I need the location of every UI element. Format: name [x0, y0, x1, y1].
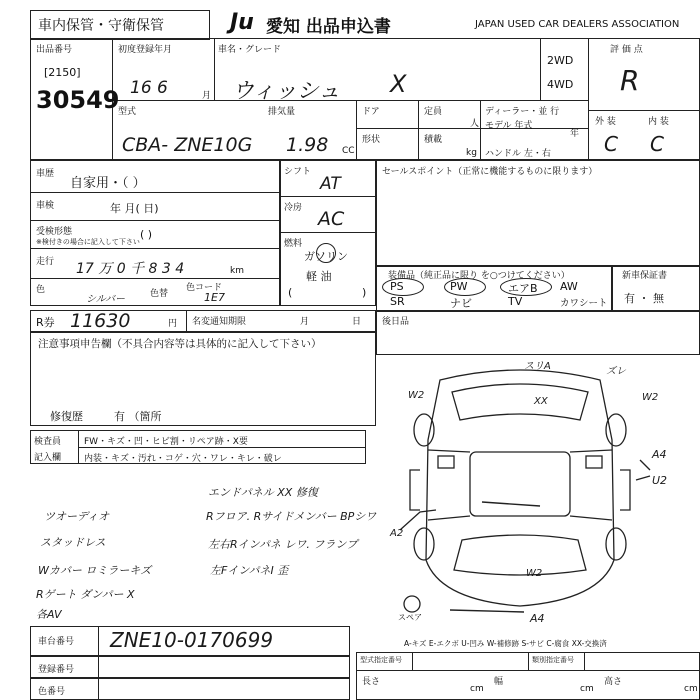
person-unit: 人: [470, 119, 480, 129]
receiver-value: ( ): [140, 228, 153, 241]
note-line-2b: Rフロア. Rサイドメンバー BPシワ: [206, 510, 377, 523]
mileage-label: 走行: [36, 257, 55, 267]
door-label: ドア: [362, 107, 380, 117]
rear-items-label: 後日品: [382, 317, 410, 327]
diagram-mark-9: W2: [526, 568, 543, 579]
note-line-3b: 左右Rインパネ レワ. フランプ: [208, 538, 358, 551]
note-line-6: 各AV: [36, 608, 62, 621]
ticket-label: 名変通知期限: [192, 317, 247, 327]
width-unit: cm: [580, 684, 594, 694]
4wd-option: 4WD: [547, 78, 574, 91]
car-name-label: 車名・グレード: [218, 45, 282, 55]
first-reg-month: 月: [202, 91, 212, 101]
fuel-gasoline: ガソリン: [304, 250, 348, 263]
note-line-4b: 左FインパネI 歪: [210, 564, 289, 577]
reg-label: 登録番号: [38, 665, 75, 675]
repair-history-label: 修復歴: [50, 410, 83, 423]
height-label: 高さ: [604, 677, 623, 687]
ac-label: 冷房: [284, 203, 303, 213]
note-line-4: Wカバー ロミラーキズ: [38, 564, 152, 577]
interior-grade: C: [650, 132, 664, 156]
capacity-label: 定員: [424, 107, 443, 117]
association-name: JAPAN USED CAR DEALERS ASSOCIATION: [475, 19, 680, 30]
km-unit: km: [230, 266, 244, 276]
diagram-mark-8: A2: [390, 528, 404, 539]
handle-label: ハンドル 左・右: [485, 149, 551, 159]
lot-number: 30549: [36, 86, 120, 114]
diagram-mark-3: XX: [534, 396, 548, 407]
diagram-mark-4: W2: [408, 390, 425, 401]
width-label: 幅: [494, 677, 504, 687]
first-reg-value: 16 6: [130, 78, 168, 98]
sales-point-label: セールスポイント（正常に機能するものに限ります）: [382, 167, 598, 177]
car-type-value: 自家用・（ ）: [70, 176, 146, 191]
ticket-month: 月: [300, 317, 310, 327]
color-code-value: 1E7: [204, 291, 225, 304]
mileage-value: 17 万 0 千 8 3 4: [76, 261, 185, 277]
note-line-1: エンドパネル XX 修復: [208, 486, 318, 499]
ju-logo: Ju: [230, 10, 254, 35]
length-label: 長さ: [362, 677, 381, 687]
height-unit: cm: [684, 684, 698, 694]
inspection-label: 車検: [36, 201, 55, 211]
note-line-5: Rゲート ダンパー X: [36, 588, 135, 601]
color-code-label: 色コード: [186, 283, 223, 293]
diagram-mark-10: A4: [530, 612, 545, 625]
shift-value: AT: [320, 174, 341, 194]
color-change-label: 色替: [150, 289, 169, 299]
lot-label: 出品番号: [36, 45, 73, 55]
diagram-mark-2: ズレ: [606, 366, 626, 377]
chassis-value: ZNE10-0170699: [110, 628, 274, 652]
receiver-label: 受検形態: [36, 227, 73, 237]
color-no-row: [30, 678, 350, 700]
year-unit: 年: [570, 129, 580, 139]
model-year-label: モデル 年式: [485, 121, 533, 131]
rating-label: 評 価 点: [610, 45, 643, 55]
repair-history-value: 有 （箇所: [114, 410, 162, 423]
equipment-item: SR: [390, 295, 405, 308]
warranty-value: 有 ・ 無: [624, 292, 664, 305]
color-no-label: 色番号: [38, 687, 66, 697]
rating-value: R: [620, 64, 640, 97]
fuel-bracket-right: ): [362, 286, 367, 299]
grade-value: X: [390, 70, 407, 98]
model-value: CBA- ZNE10G: [122, 134, 253, 156]
note-line-2: ツオーディオ: [44, 510, 110, 523]
yen-unit: 円: [168, 319, 178, 329]
length-unit: cm: [470, 684, 484, 694]
equipment-item: PW: [450, 280, 468, 293]
equipment-label: 装備品（純正品に限り を○つけてください）: [388, 271, 570, 281]
fuel-diesel: 軽 油: [306, 270, 332, 283]
inspection-value: 年 月( 日): [110, 202, 159, 215]
equipment-item: エアB: [508, 282, 538, 295]
lot-small-number: [2150]: [44, 66, 81, 79]
diagram-mark-1: スリA: [524, 361, 551, 372]
notes-label: 注意事項申告欄（不具合内容等は具体的に記入して下さい）: [38, 338, 322, 350]
color-label: 色: [36, 285, 46, 295]
form-title: 愛知 出品申込書: [266, 17, 391, 37]
load-label: 積載: [424, 135, 443, 145]
note-line-3: スタッドレス: [40, 536, 106, 549]
special-no-label: 類別指定番号: [532, 656, 574, 664]
recycle-label: R券: [36, 316, 55, 329]
car-type-label: 車歴: [36, 169, 55, 179]
inspector-label-2: 記入欄: [34, 453, 62, 463]
inspector-label: 検査員: [34, 437, 62, 447]
storage-badge-text: 車内保管・守衛保管: [38, 18, 164, 34]
damage-legend: A-キズ E-エクボ U-凹み W-補修跡 S-サビ C-腐食 XX-交換済: [404, 639, 607, 648]
spare-label: スペア: [398, 613, 422, 622]
exterior-label: 外 装: [595, 117, 616, 127]
equipment-item: AW: [560, 280, 578, 293]
displacement-label: 排気量: [268, 107, 296, 117]
displacement-value: 1.98: [286, 134, 329, 156]
recycle-value: 11630: [70, 310, 131, 332]
equipment-item: PS: [390, 280, 404, 293]
shape-label: 形状: [362, 135, 381, 145]
diagram-mark-6: A4: [652, 448, 667, 461]
ac-value: AC: [318, 208, 345, 230]
diagram-mark-5: W2: [642, 392, 659, 403]
car-name-value: ウィッシュ: [232, 79, 341, 104]
ticket-day: 日: [352, 317, 362, 327]
cc-unit: CC: [342, 146, 355, 156]
dealer-label: ディーラー・並 行: [485, 107, 560, 117]
2wd-option: 2WD: [547, 54, 574, 67]
model-label: 型式: [118, 107, 137, 117]
color-value: シルバー: [86, 294, 126, 305]
fuel-bracket-left: (: [288, 286, 293, 299]
shift-label: シフト: [284, 167, 312, 177]
interior-label: 内 装: [648, 117, 669, 127]
reg-row: [30, 656, 350, 678]
fuel-label: 燃料: [284, 239, 303, 249]
kg-unit: kg: [466, 148, 477, 158]
equipment-item: TV: [508, 295, 523, 308]
receiver-note: ※検付きの場合に記入して下さい: [36, 238, 140, 246]
first-reg-label: 初度登録年月: [118, 45, 173, 55]
equipment-item: カワシート: [560, 298, 608, 309]
type-no-label: 型式指定番号: [360, 656, 402, 664]
diagram-mark-7: U2: [652, 474, 668, 487]
exterior-grade: C: [604, 132, 618, 156]
warranty-label: 新車保証書: [622, 271, 668, 281]
inspector-row-1: FW・キズ・凹・ヒビ割・リペア跡・X要: [84, 437, 248, 447]
inspector-row-2: 内装・キズ・汚れ・コゲ・穴・ワレ・キレ・破レ: [84, 454, 282, 464]
chassis-label: 車台番号: [38, 637, 75, 647]
equipment-item: ナビ: [450, 297, 472, 310]
